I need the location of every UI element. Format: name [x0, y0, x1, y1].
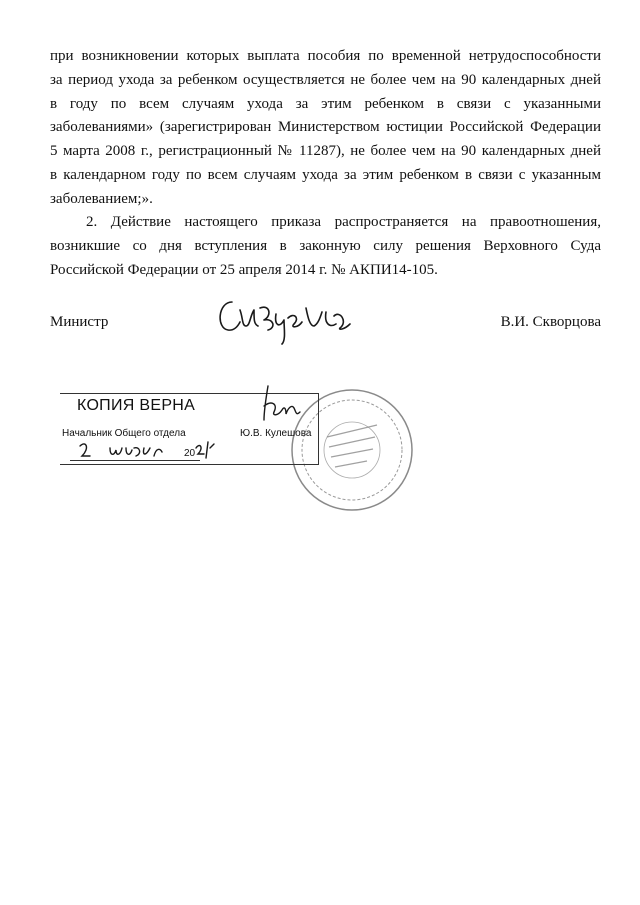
text-line: возникшие со дня вступления в законную силу решения Верховного Суда — [50, 237, 601, 254]
text-line: Российской Федерации от 25 апреля 2014 г. № АКПИ14-105. — [50, 261, 438, 278]
text-line: в календарном году по всем случаям ухода за этим ребенком в связи с указанным — [50, 166, 601, 183]
date-year-prefix: 20 — [184, 448, 196, 459]
certifier-position: Начальник Общего отдела — [62, 428, 186, 439]
paragraph-2 — [50, 211, 601, 282]
text-line: заболеванием;». — [50, 190, 153, 207]
paragraph-1 — [50, 45, 601, 212]
text-line: 5 марта 2008 г., регистрационный № 11287), не более чем на 90 календарных дней — [50, 143, 601, 160]
minister-signature-image — [210, 288, 360, 348]
text-line: за период ухода за ребенком осуществляется не более чем на 90 календарных дней — [50, 71, 601, 88]
text-line: 2. Действие настоящего приказа распространяется на правоотношения, — [86, 214, 601, 230]
signatory-title: Министр — [50, 314, 109, 330]
certifier-signature-image — [250, 382, 310, 427]
text-line: заболеваниями» (зарегистрирован Министерством юстиции Российской Федерации — [50, 119, 601, 136]
text-line: при возникновении которых выплата пособия по временной нетрудоспособности — [50, 48, 601, 64]
signatory-name: В.И. Скворцова — [500, 314, 601, 330]
date-underline — [70, 460, 200, 461]
certifier-name: Ю.В. Кулешова — [240, 428, 312, 439]
text-line: в году по всем случаям ухода за этим ребенком в связи с указанными — [50, 95, 601, 112]
copy-certification-title: КОПИЯ ВЕРНА — [77, 397, 196, 414]
